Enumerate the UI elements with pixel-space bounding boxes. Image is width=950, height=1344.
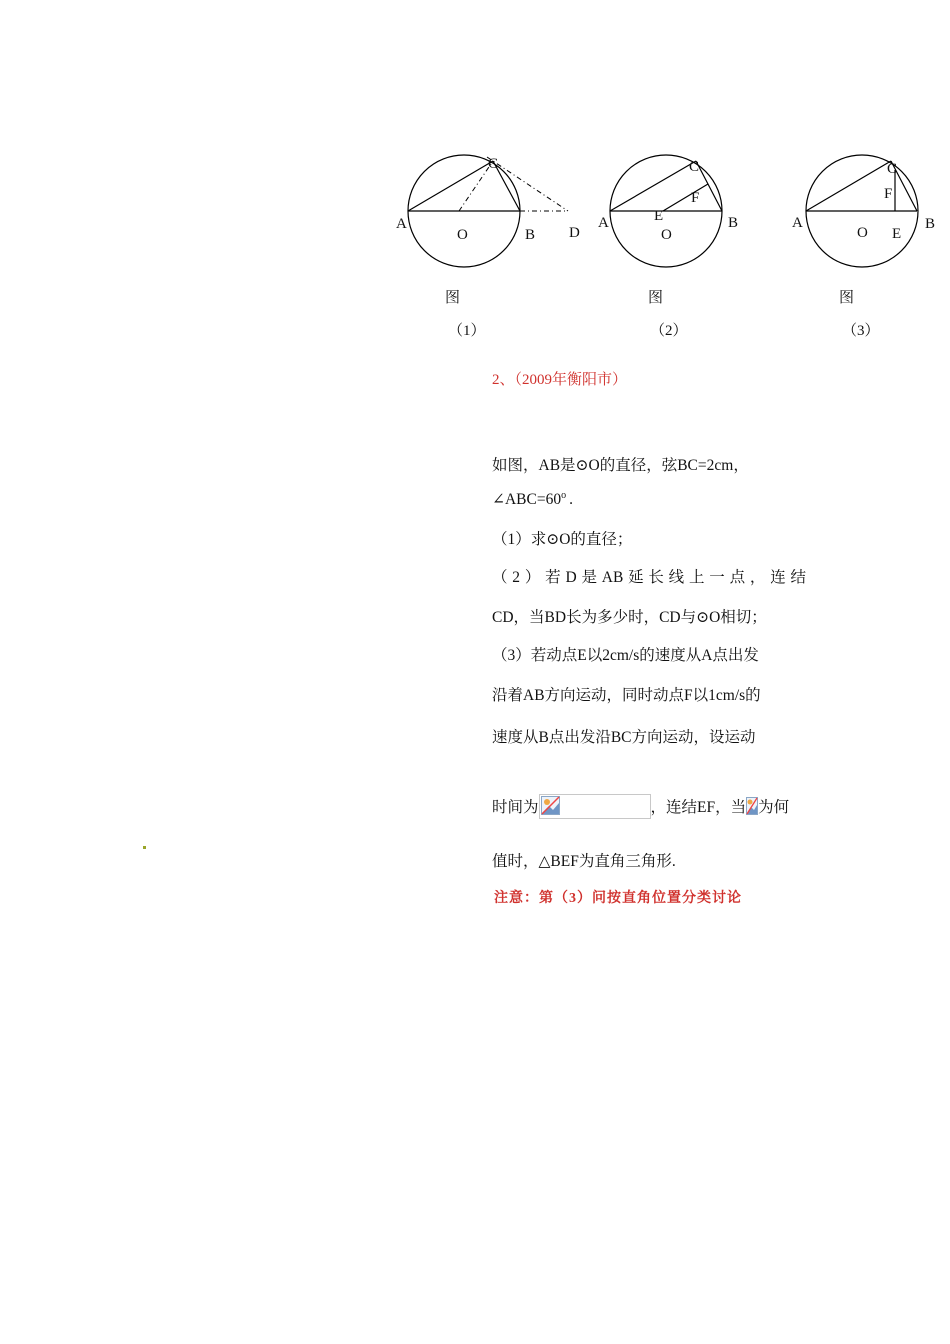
fig3-caption-top: 图 (839, 290, 855, 306)
fig2-label-o: O (661, 227, 672, 243)
chord-ac (408, 161, 493, 211)
problem-line-8: 速度从B点出发沿BC方向运动，设运动 (492, 729, 756, 746)
broken-image-icon (541, 796, 560, 815)
fig2-label-a: A (598, 215, 609, 231)
problem-note: 注意：第（3）问按直角位置分类讨论 (494, 891, 742, 906)
fig3-label-b: B (925, 216, 936, 232)
fig1-label-d: D (569, 225, 580, 241)
problem-line-3: （1）求⊙O的直径； (492, 531, 633, 548)
fig3-label-e: E (892, 226, 902, 242)
problem-line-5: CD，当BD长为多少时，CD与⊙O相切； (492, 609, 767, 626)
broken-image-equation (539, 794, 651, 819)
segment-ef (663, 184, 708, 211)
problem-line-1: 如图，AB是⊙O的直径，弦BC=2cm， (492, 457, 749, 474)
period: . (569, 491, 573, 509)
time-text: 时间为 (492, 799, 539, 816)
fig3-label-c: C (887, 161, 898, 177)
problem-line-9 (492, 795, 789, 819)
chord-bc (696, 161, 722, 211)
chord-ac (610, 161, 696, 211)
fig2-label-f: F (691, 190, 700, 206)
problem-line-10: 值时，△BEF为直角三角形. (492, 853, 676, 870)
fig2-label-c: C (689, 159, 700, 175)
connect-text: ，连结EF，当 (650, 799, 747, 816)
what-value-text: 为何 (758, 799, 790, 816)
fig1-label-c: C (488, 156, 499, 172)
problem-line-4: （2）若D是AB延长线上一点，连结 (492, 569, 806, 586)
angle-text: ∠ABC=60 (492, 491, 562, 509)
fig3-caption-bottom: （3） (842, 323, 880, 339)
fig2-label-e: E (654, 208, 664, 224)
fig2-label-b: B (728, 215, 739, 231)
fig1-caption-bottom: （1） (448, 323, 486, 339)
fig1-label-o: O (457, 227, 468, 243)
fig3-label-o: O (857, 225, 868, 241)
fig1-label-a: A (396, 216, 407, 232)
figure-3-diagram (800, 150, 930, 275)
segment-cd (487, 157, 568, 211)
fig3-label-a: A (792, 215, 803, 231)
figure-2-diagram (600, 150, 740, 275)
problem-line-2 (492, 490, 573, 509)
fig1-label-b: B (525, 227, 536, 243)
degree-mark: o (561, 490, 567, 501)
fig2-caption-bottom: （2） (650, 323, 688, 339)
chord-ac (806, 161, 891, 211)
problem-line-7: 沿着AB方向运动，同时动点F以1cm/s的 (492, 687, 761, 704)
fig1-caption-top: 图 (445, 290, 461, 306)
fig3-label-f: F (884, 186, 893, 202)
problem-line-6: （3）若动点E以2cm/s的速度从A点出发 (492, 647, 759, 664)
fig2-caption-top: 图 (648, 290, 664, 306)
stray-dot (143, 846, 146, 849)
broken-image-small-icon (746, 797, 758, 815)
problem-heading: 2、（2009年衡阳市） (492, 372, 628, 388)
